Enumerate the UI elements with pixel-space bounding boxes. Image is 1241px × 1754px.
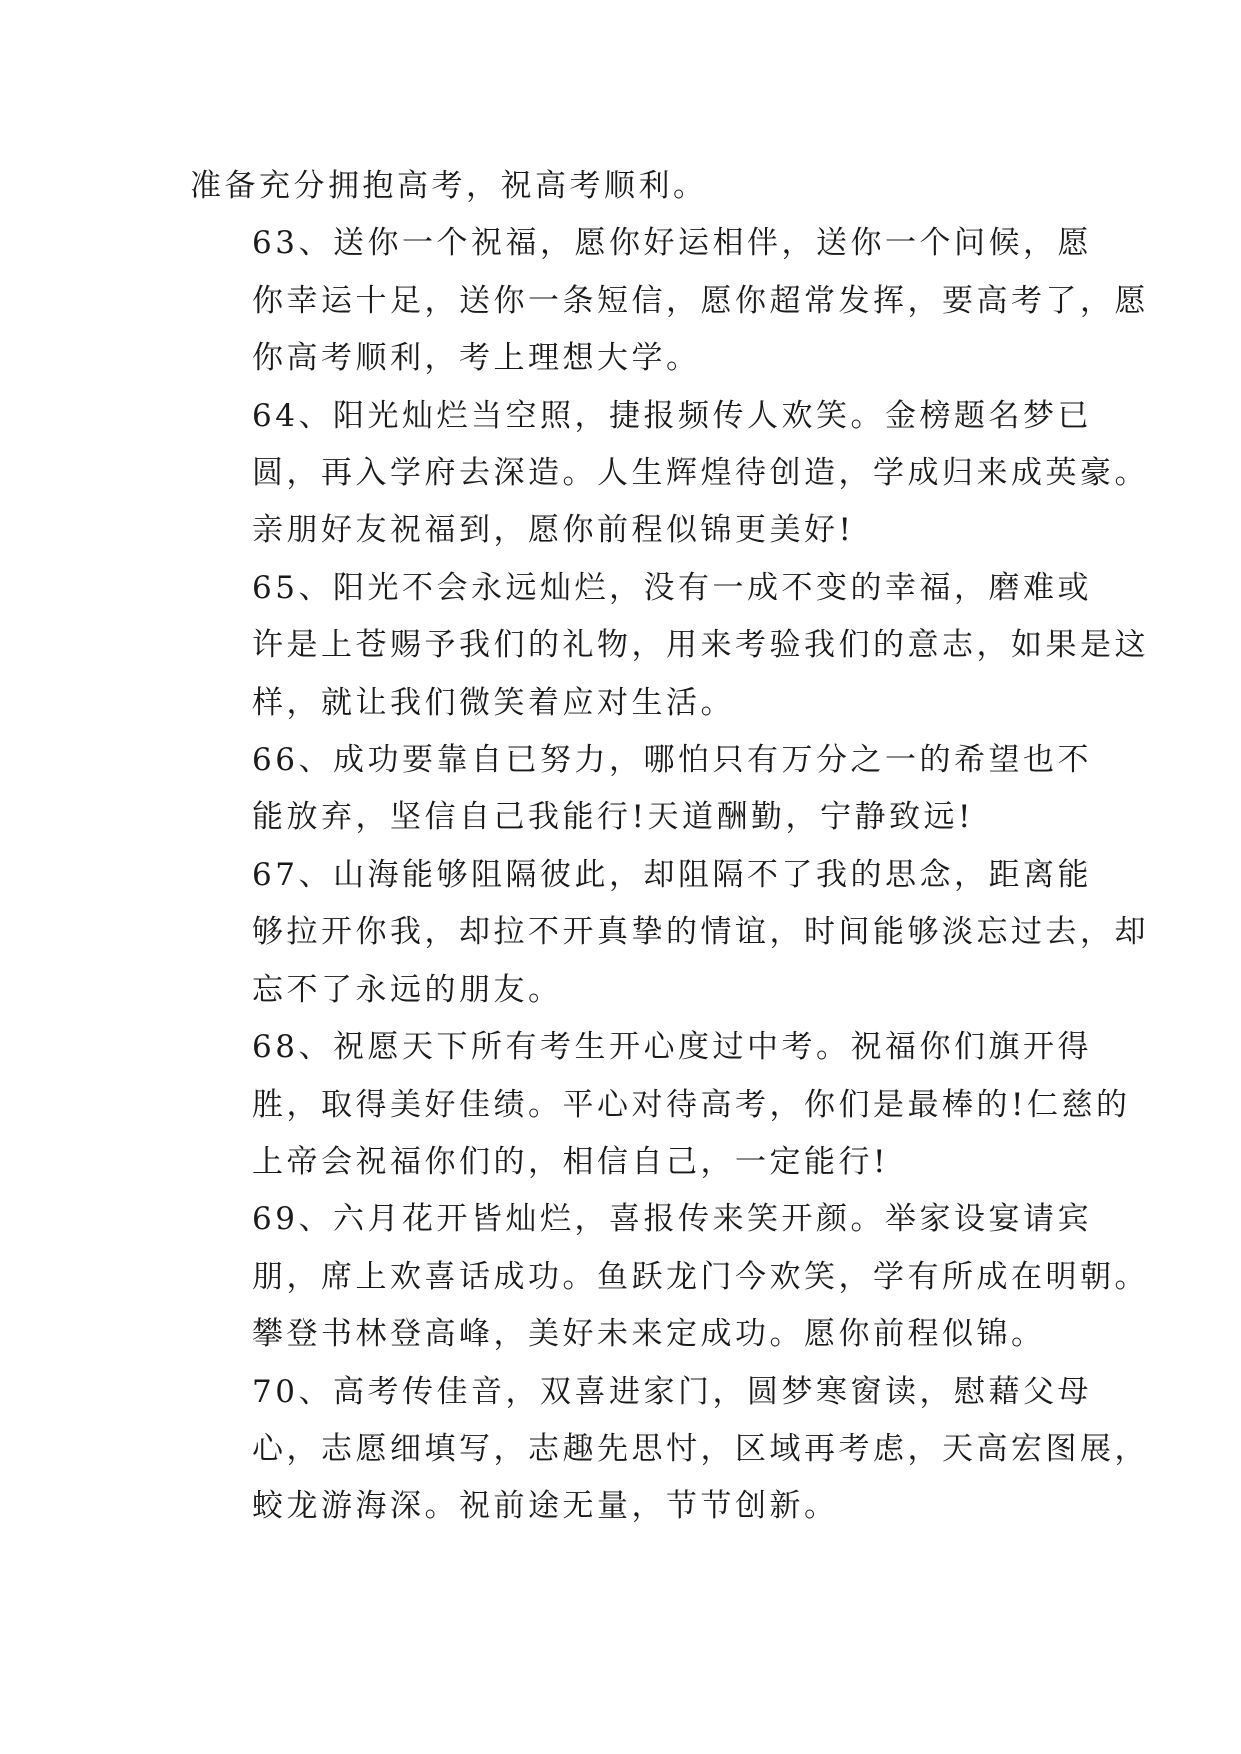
text-line: 64、阳光灿烂当空照，捷报频传人欢笑。金榜题名梦已 bbox=[252, 397, 1092, 434]
text-line: 能放弃，坚信自己我能行!天道酬勤，宁静致远! bbox=[252, 799, 974, 836]
paragraph-63 bbox=[190, 215, 1149, 387]
text-line: 忘不了永远的朋友。 bbox=[252, 971, 563, 1008]
text-line: 准备充分拥抱高考，祝高考顺利。 bbox=[190, 168, 708, 204]
text-line: 65、阳光不会永远灿烂，没有一成不变的幸福，磨难或 bbox=[252, 569, 1092, 606]
text-line: 亲朋好友祝福到，愿你前程似锦更美好! bbox=[252, 512, 855, 549]
text-line: 朋，席上欢喜话成功。鱼跃龙门今欢笑，学有所成在明朝。 bbox=[252, 1258, 1149, 1295]
paragraph bbox=[190, 158, 1050, 215]
paragraph-70 bbox=[190, 1364, 1149, 1536]
text-line: 蛟龙游海深。祝前途无量，节节创新。 bbox=[252, 1488, 839, 1525]
text-line: 上帝会祝福你们的，相信自己，一定能行! bbox=[252, 1143, 889, 1180]
text-line: 胜，取得美好佳绩。平心对待高考，你们是最棒的!仁慈的 bbox=[252, 1086, 1131, 1123]
text-line: 攀登书林登高峰，美好未来定成功。愿你前程似锦。 bbox=[252, 1316, 1046, 1353]
text-line: 样，就让我们微笑着应对生活。 bbox=[252, 684, 735, 721]
text-line: 70、高考传佳音，双喜进家门，圆梦寒窗读，慰藉父母 bbox=[252, 1373, 1092, 1410]
text-line: 心，志愿细填写，志趣先思忖，区域再考虑，天高宏图展， bbox=[252, 1430, 1149, 1467]
paragraph-68 bbox=[190, 1019, 1131, 1191]
text-line: 69、六月花开皆灿烂，喜报传来笑开颜。举家设宴请宾 bbox=[252, 1201, 1092, 1238]
text-line: 许是上苍赐予我们的礼物，用来考验我们的意志，如果是这 bbox=[252, 627, 1149, 664]
paragraph-64 bbox=[190, 388, 1149, 560]
text-line: 圆，再入学府去深造。人生辉煌待创造，学成归来成英豪。 bbox=[252, 455, 1149, 492]
document-body bbox=[190, 158, 1149, 1536]
paragraph-66 bbox=[190, 732, 1092, 847]
paragraph-69 bbox=[190, 1191, 1149, 1363]
text-line: 你幸运十足，送你一条短信，愿你超常发挥，要高考了，愿 bbox=[252, 282, 1149, 319]
text-line: 66、成功要靠自已努力，哪怕只有万分之一的希望也不 bbox=[252, 742, 1092, 779]
text-line: 够拉开你我，却拉不开真挚的情谊，时间能够淡忘过去，却 bbox=[252, 914, 1149, 951]
text-line: 你高考顺利，考上理想大学。 bbox=[252, 340, 701, 377]
text-line: 68、祝愿天下所有考生开心度过中考。祝福你们旗开得 bbox=[252, 1029, 1092, 1066]
text-line: 67、山海能够阻隔彼此，却阻隔不了我的思念，距离能 bbox=[252, 856, 1092, 893]
text-line: 63、送你一个祝福，愿你好运相伴，送你一个问候，愿 bbox=[252, 225, 1092, 262]
paragraph-65 bbox=[190, 560, 1149, 732]
paragraph-67 bbox=[190, 847, 1149, 1019]
